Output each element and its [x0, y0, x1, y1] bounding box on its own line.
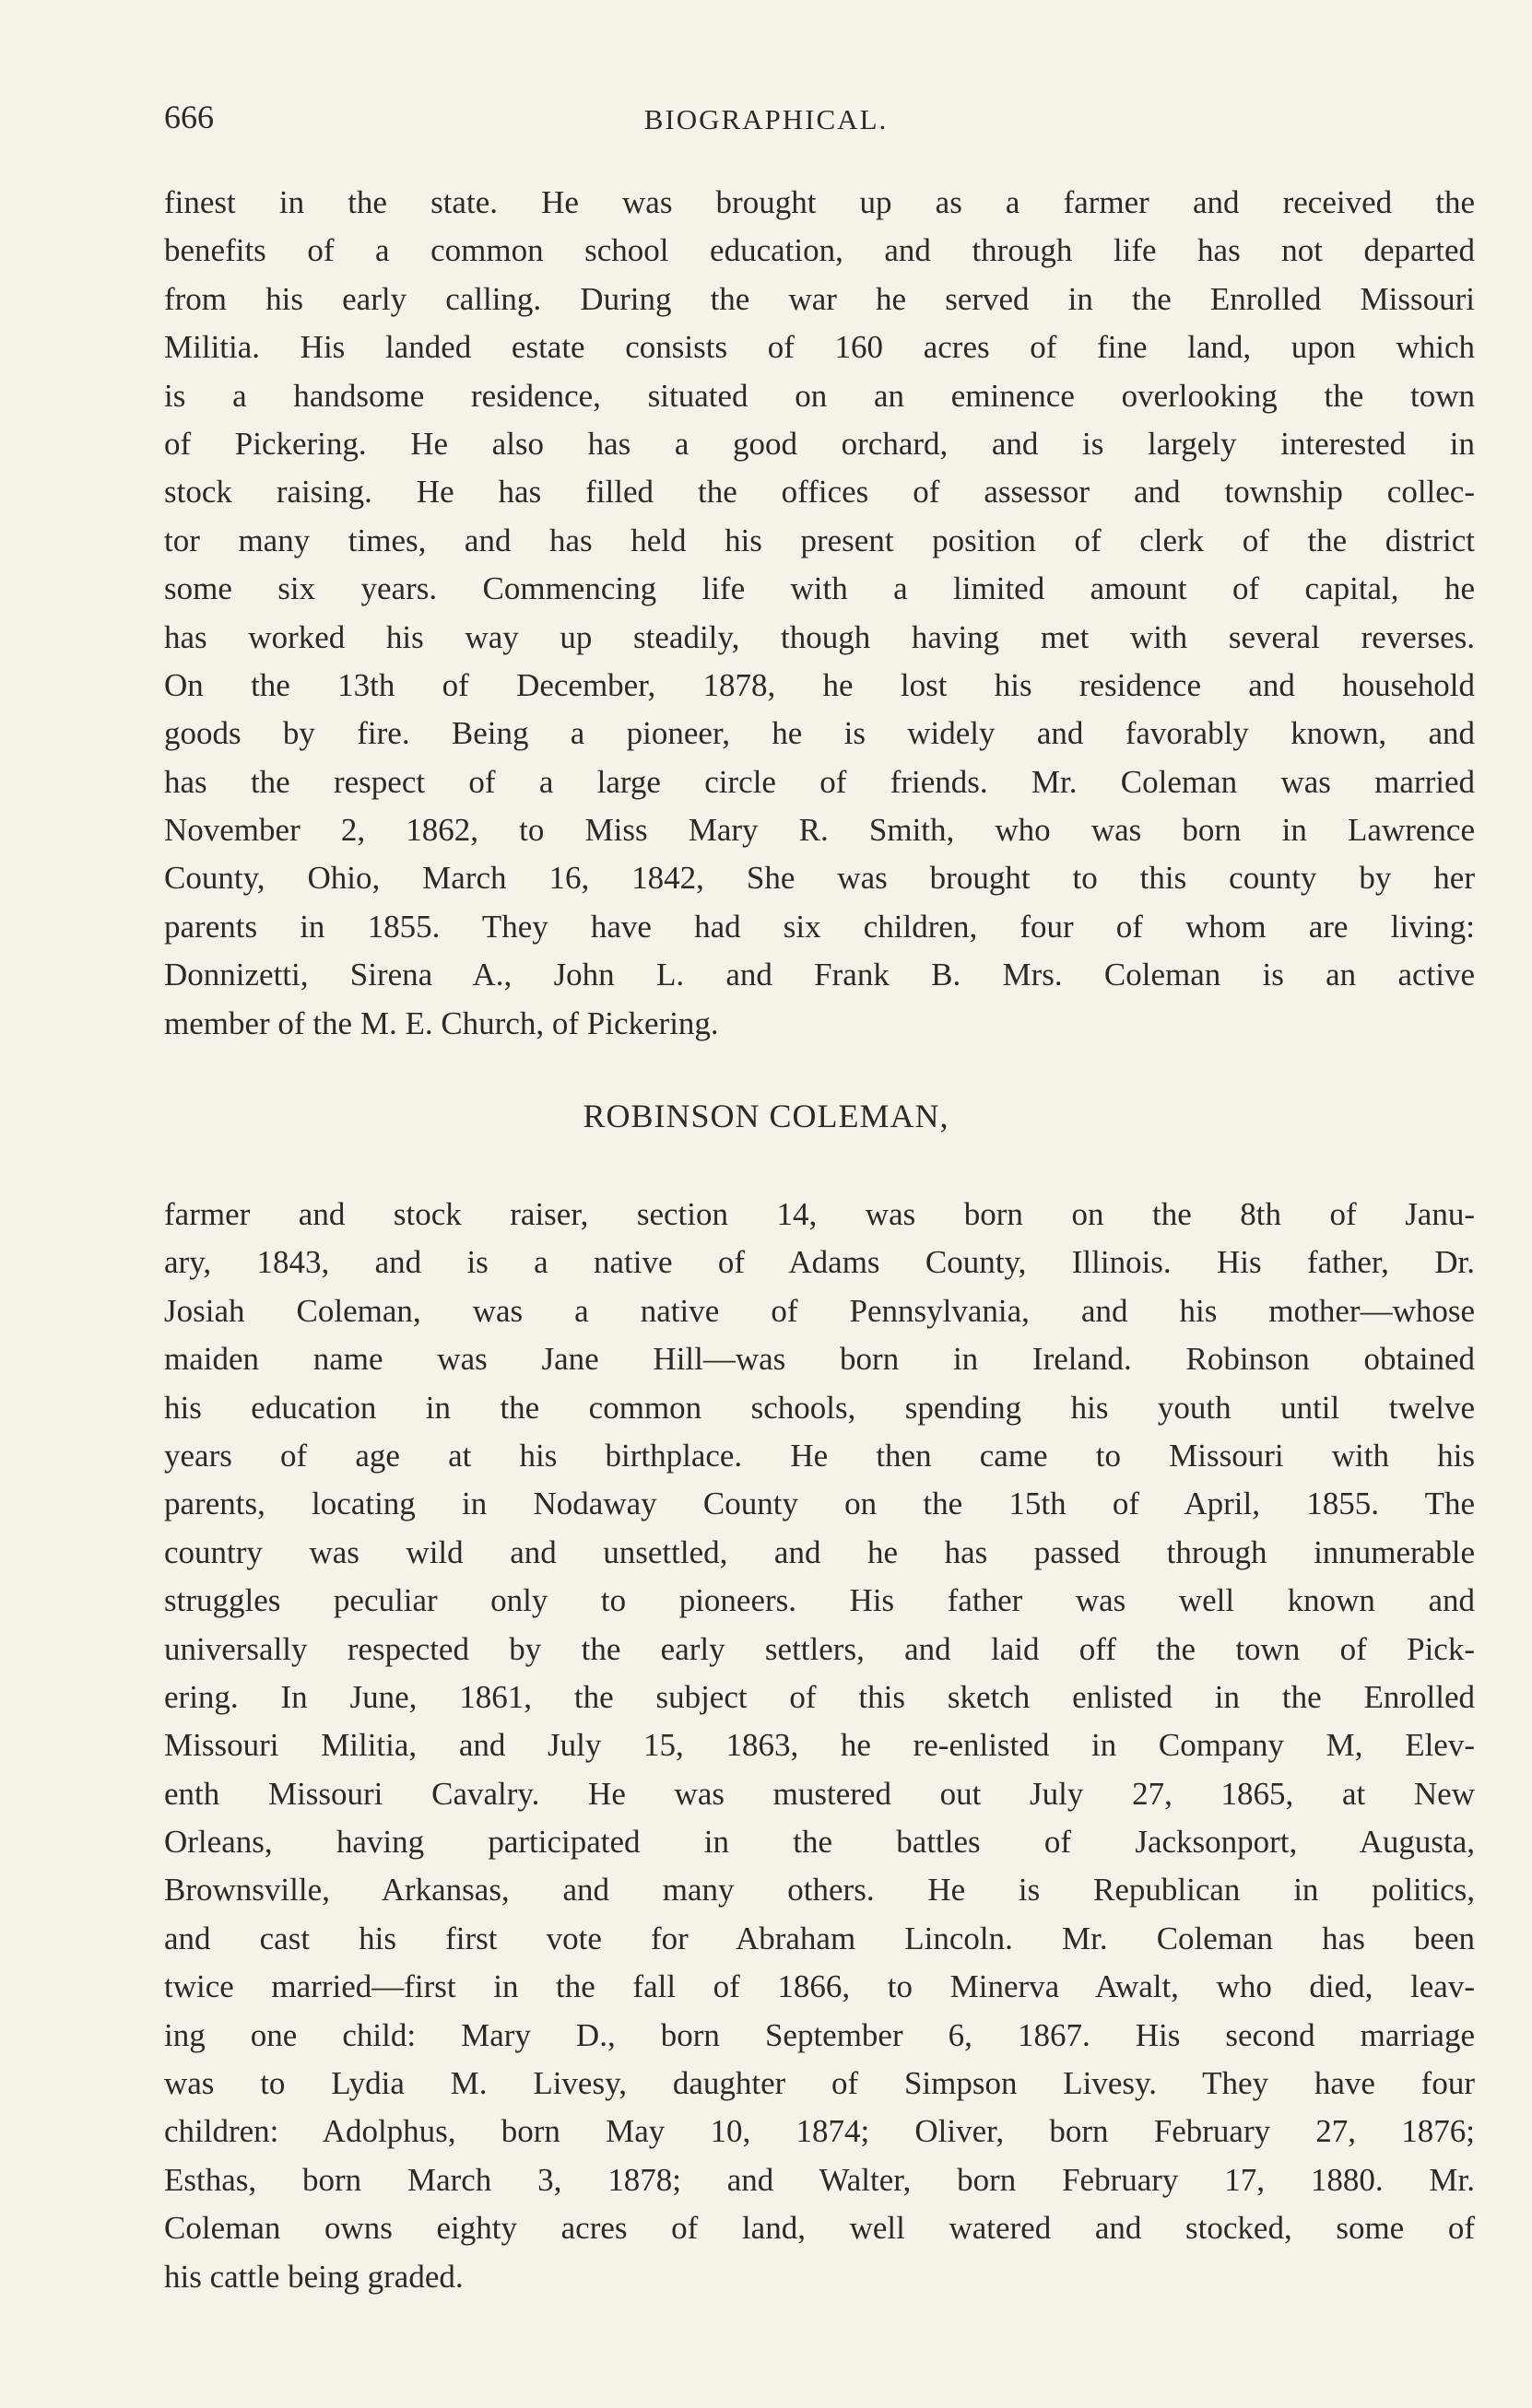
text-line: is a handsome residence, situated on an eminence overlooking the town	[164, 377, 1475, 414]
text-line: some six years. Commencing life with a limited amount of capital, he	[164, 570, 1475, 607]
text-line: Orleans, having participated in the battles of Jacksonport, Augusta,	[164, 1824, 1475, 1861]
text-line: from his early calling. During the war he served in the Enrolled Missouri	[164, 280, 1475, 317]
text-line: children: Adolphus, born May 10, 1874; Oliver, born February 27, 1876;	[164, 2113, 1475, 2150]
text-line: Missouri Militia, and July 15, 1863, he re-enlisted in Company M, Elev-	[164, 1727, 1475, 1764]
text-line: twice married—first in the fall of 1866, to Minerva Awalt, who died, leav-	[164, 1968, 1475, 2005]
text-line: maiden name was Jane Hill—was born in Ireland. Robinson obtained	[164, 1341, 1475, 1378]
text-line: County, Ohio, March 16, 1842, She was brought to this county by her	[164, 860, 1475, 897]
text-line: Donnizetti, Sirena A., John L. and Frank B. Mrs. Coleman is an active	[164, 957, 1475, 993]
text-line: of Pickering. He also has a good orchard, and is largely interested in	[164, 425, 1475, 462]
text-line: farmer and stock raiser, section 14, was born on the 8th of Janu-	[164, 1196, 1475, 1232]
text-line: struggles peculiar only to pioneers. His father was well known and	[164, 1582, 1475, 1619]
page-number: 666	[164, 99, 214, 135]
text-line: was to Lydia M. Livesy, daughter of Simpson Livesy. They have four	[164, 2065, 1475, 2102]
text-line: November 2, 1862, to Miss Mary R. Smith, who was born in Lawrence	[164, 812, 1475, 849]
text-line: ary, 1843, and is a native of Adams County, Illinois. His father, Dr.	[164, 1244, 1475, 1281]
text-line: benefits of a common school education, and through life has not departed	[164, 232, 1475, 269]
text-line: Brownsville, Arkansas, and many others. He is Republican in politics,	[164, 1872, 1475, 1909]
text-line: On the 13th of December, 1878, he lost his residence and household	[164, 666, 1475, 703]
text-line: years of age at his birthplace. He then came to Missouri with his	[164, 1437, 1475, 1474]
text-line: Coleman owns eighty acres of land, well watered and stocked, some of	[164, 2210, 1475, 2247]
text-line: parents, locating in Nodaway County on the 15th of April, 1855. The	[164, 1486, 1475, 1522]
text-line: stock raising. He has filled the offices of assessor and township collec-	[164, 474, 1475, 511]
text-line: ing one child: Mary D., born September 6, 1867. His second marriage	[164, 2016, 1475, 2053]
text-line: country was wild and unsettled, and he has passed through innumerable	[164, 1533, 1475, 1570]
paragraph-robinson-coleman	[164, 1191, 1475, 2301]
text-line: Josiah Coleman, was a native of Pennsylvania, and his mother—whose	[164, 1292, 1475, 1329]
text-line: and cast his first vote for Abraham Lincoln. Mr. Coleman has been	[164, 1920, 1475, 1956]
text-line: goods by fire. Being a pioneer, he is widely and favorably known, and	[164, 715, 1475, 752]
text-line: has worked his way up steadily, though having met with several reverses.	[164, 618, 1475, 655]
text-line: has the respect of a large circle of friends. Mr. Coleman was married	[164, 763, 1475, 800]
text-line: ering. In June, 1861, the subject of this sketch enlisted in the Enrolled	[164, 1678, 1475, 1715]
text-line: member of the M. E. Church, of Pickering.	[164, 1004, 719, 1041]
text-line: parents in 1855. They have had six children, four of whom are living:	[164, 908, 1475, 945]
text-line: his cattle being graded.	[164, 2258, 464, 2295]
text-line: his education in the common schools, spending his youth until twelve	[164, 1389, 1475, 1426]
text-line: tor many times, and has held his present position of clerk of the district	[164, 522, 1475, 558]
text-line: universally respected by the early settlers, and laid off the town of Pick-	[164, 1630, 1475, 1667]
text-line: finest in the state. He was brought up as a farmer and received the	[164, 184, 1475, 220]
text-line: Esthas, born March 3, 1878; and Walter, born February 17, 1880. Mr.	[164, 2161, 1475, 2198]
text-line: Militia. His landed estate consists of 160 acres of fine land, upon which	[164, 329, 1475, 366]
section-heading: ROBINSON COLEMAN,	[583, 1098, 949, 1134]
running-title: BIOGRAPHICAL.	[643, 103, 889, 135]
paragraph-continuation	[164, 179, 1475, 1048]
text-line: enth Missouri Cavalry. He was mustered out July 27, 1865, at New	[164, 1775, 1475, 1812]
